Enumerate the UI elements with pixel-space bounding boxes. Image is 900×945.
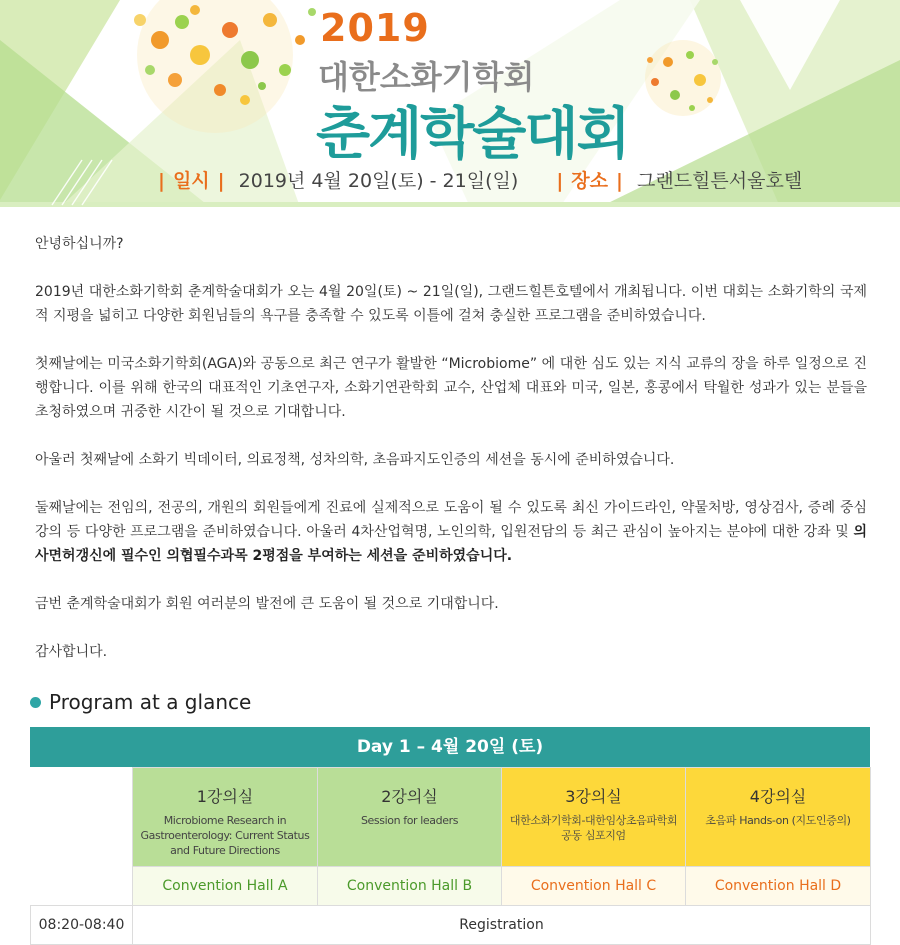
room-name: 1강의실 xyxy=(196,787,254,806)
room-cell-1 xyxy=(133,768,318,867)
bullet-dot-icon xyxy=(30,697,41,708)
program-heading-text: Program at a glance xyxy=(49,690,252,714)
intro-paragraph-5: 금번 춘계학술대회가 회원 여러분의 발전에 큰 도움이 될 것으로 기대합니다. xyxy=(35,596,499,612)
divider-bar: | xyxy=(158,170,165,192)
date-value: 2019년 4월 20일(토) - 21일(일) xyxy=(238,170,519,192)
divider-bar: | xyxy=(556,170,564,192)
room-name: 3강의실 xyxy=(565,787,622,806)
event-banner xyxy=(0,0,900,207)
intro-paragraph-3: 아울러 첫째날에 소화기 빅데이터, 의료정책, 성차의학, 초음파지도인증의 세션을 동시에 준비하였습니다. xyxy=(35,452,675,468)
closing: 감사합니다. xyxy=(35,644,108,660)
room-header-row xyxy=(31,768,871,867)
welcome-message xyxy=(35,232,867,664)
day-header: Day 1 – 4월 20일 (토) xyxy=(30,727,870,767)
room-cell-2 xyxy=(318,768,502,867)
room-cell-3 xyxy=(502,768,686,867)
table-row xyxy=(31,906,871,945)
schedule-table xyxy=(30,767,871,945)
room-description: 대한소화기학회-대한임상초음파학회 공동 심포지엄 xyxy=(509,814,678,842)
organization-name: 대한소화기학회 xyxy=(318,58,535,96)
event-info-bar xyxy=(150,166,802,193)
room-name: 2강의실 xyxy=(381,787,438,806)
divider-bar: | xyxy=(217,170,225,192)
event-title: 춘계학술대회 xyxy=(316,102,629,167)
intro-paragraph-4 xyxy=(35,496,867,568)
date-label: 일시 xyxy=(172,170,210,192)
event-year: 2019 xyxy=(320,6,430,50)
intro-paragraph-4-text: 둘째날에는 전임의, 전공의, 개원의 회원들에게 진료에 실제적으로 도움이 될 수 있도록 최신 가이드라인, 약물처방, 영상검사, 증례 중심 강의 등 다양한 프로그램을 준비하였습니다. 아울러 4차산업혁명, 노인의학, 입원전담의 등 최근 관심이 높아지는 분야에 대한 강좌 및 xyxy=(35,500,867,540)
room-cell-4 xyxy=(686,768,871,867)
hall-name: Convention Hall D xyxy=(686,867,871,906)
room-description: Microbiome Research in Gastroenterology: Current Status and Future Directions xyxy=(140,814,310,857)
intro-paragraph-4-emphasis: 의사면허갱신에 필수인 의협필수과목 2평점을 부여하는 세션을 준비하였습니다. xyxy=(35,524,867,564)
venue-label: 장소 xyxy=(571,170,608,192)
intro-paragraph-1: 2019년 대한소화기학회 춘계학술대회가 오는 4월 20일(토) ~ 21일(일), 그랜드힐튼호텔에서 개최됩니다. 이번 대회는 소화기학의 국제적 지평을 넓히고 다양한 회원님들의 욕구를 충족할 수 있도록 이틀에 걸쳐 충실한 프로그램을 준비하였습니다. xyxy=(35,284,867,324)
divider-bar: | xyxy=(615,170,623,192)
room-name: 4강의실 xyxy=(749,787,807,806)
program-heading xyxy=(30,690,251,714)
room-description: Session for leaders xyxy=(360,814,459,827)
greeting: 안녕하십니까? xyxy=(35,236,124,252)
hall-name: Convention Hall C xyxy=(502,867,686,906)
session-cell: Registration xyxy=(133,906,871,945)
intro-paragraph-2: 첫째날에는 미국소화기학회(AGA)와 공동으로 최근 연구가 활발한 “Microbiome” 에 대한 심도 있는 지식 교류의 장을 하루 일정으로 진행합니다. 이를 위해 한국의 대표적인 기초연구자, 소화기연관학회 교수, 산업체 대표와 미국, 일본, 홍콩에서 탁월한 성과가 있는 분들을 초청하였으며 귀중한 시간이 될 것으로 기대합니다. xyxy=(35,356,867,420)
venue-value: 그랜드힐튼서울호텔 xyxy=(636,170,803,192)
hall-row xyxy=(31,867,871,906)
time-cell: 08:20-08:40 xyxy=(31,906,133,945)
room-description: 초음파 Hands-on (지도인증의) xyxy=(705,814,851,827)
hall-name: Convention Hall B xyxy=(318,867,502,906)
corner-cell xyxy=(31,768,133,906)
hall-name: Convention Hall A xyxy=(133,867,318,906)
